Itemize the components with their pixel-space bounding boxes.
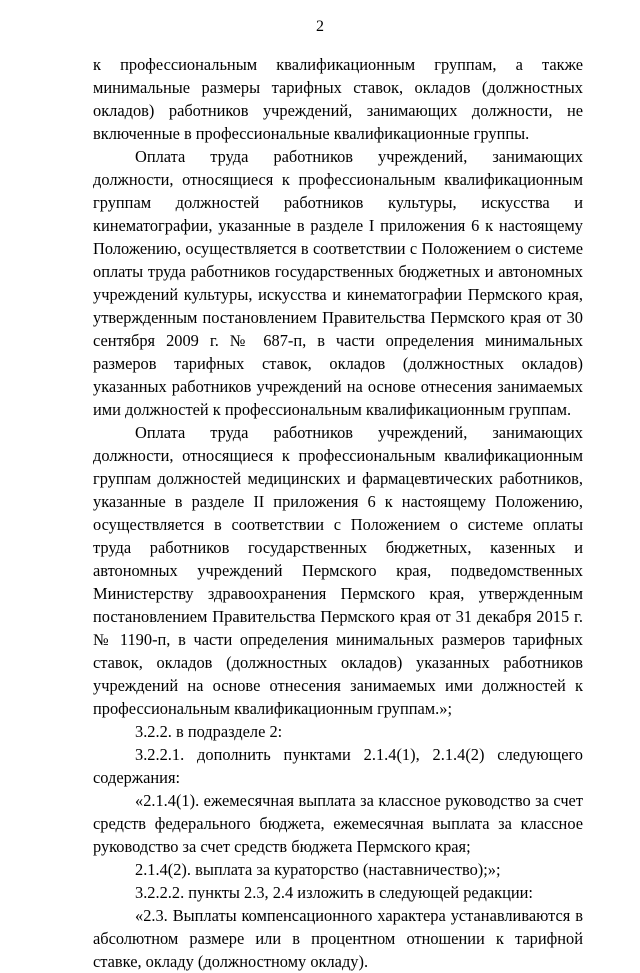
- paragraph-continuation: к профессиональным квалификационным группам, а также минимальные размеры тарифных ставок, окладов (должностных окладов) работников учреждений, занимающих должности, не включенные в профессиональные квалификационные группы.: [93, 55, 583, 143]
- paragraph-2-1-4-1: «2.1.4(1). ежемесячная выплата за классное руководство за счет средств федерального бюджета, ежемесячная выплата за классное руководство за счет средств бюджета Пермского края;: [93, 791, 583, 856]
- paragraph-medical-workers: Оплата труда работников учреждений, занимающих должности, относящиеся к профессиональным квалификационным группам должностей медицинских и фармацевтических работников, указанные в разделе II приложения 6 к настоящему Положению, осуществляется в соответствии с Положением о системе оплаты труда работников государственных бюджетных, казенных и автономных учреждений Пермского края, подведомственных Министерству здравоохранения Пермского края, утвержденным постановлением Правительства Пермского края от 31 декабря 2015 г. № 1190-п, в части определения минимальных размеров тарифных ставок, окладов (должностных окладов) указанных работников учреждений на основе отнесения занимаемых ими должностей к профессиональным квалификационным группам.»;: [93, 423, 583, 718]
- paragraph-2-1-4-2: 2.1.4(2). выплата за кураторство (наставничество);»;: [135, 860, 501, 879]
- paragraph-2-3: «2.3. Выплаты компенсационного характера устанавливаются в абсолютном размере или в процентном отношении к тарифной ставке, окладу (должностному окладу).: [93, 906, 583, 971]
- paragraph-3-2-2-1: 3.2.2.1. дополнить пунктами 2.1.4(1), 2.1.4(2) следующего содержания:: [93, 745, 583, 787]
- document-body: [93, 53, 583, 973]
- paragraph-culture-workers: Оплата труда работников учреждений, занимающих должности, относящиеся к профессиональным квалификационным группам должностей работников культуры, искусства и кинематографии, указанные в разделе I приложения 6 к настоящему Положению, осуществляется в соответствии с Положением о системе оплаты труда работников государственных бюджетных и автономных учреждений культуры, искусства и кинематографии Пермского края, утвержденным постановлением Правительства Пермского края от 30 сентября 2009 г. № 687-п, в части определения минимальных размеров тарифных ставок, окладов (должностных окладов) указанных работников учреждений на основе отнесения занимаемых ими должностей к профессиональным квалификационным группам.: [93, 147, 583, 419]
- page-number: 2: [316, 18, 324, 35]
- paragraph-3-2-2-2: 3.2.2.2. пункты 2.3, 2.4 изложить в следующей редакции:: [135, 883, 533, 902]
- paragraph-3-2-2: 3.2.2. в подразделе 2:: [135, 722, 283, 741]
